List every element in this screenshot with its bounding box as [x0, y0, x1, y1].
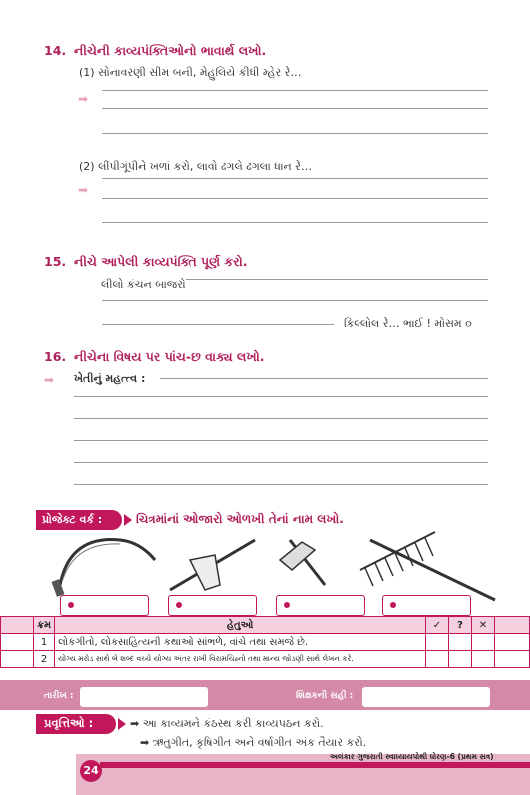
hoe-icon: [170, 540, 255, 590]
col-no-header: ક્રમ: [34, 617, 55, 634]
cross-cell[interactable]: [472, 651, 495, 668]
tools-illustration: [40, 530, 510, 605]
teacher-sign-label: શિક્ષકની સહી :: [296, 691, 354, 701]
spade-icon: [280, 540, 325, 585]
answer-line[interactable]: [102, 178, 488, 179]
tool-name-field[interactable]: [382, 595, 471, 616]
activity-item-2: ➡ ઋતુગીત, કૃષિગીત અને વર્ષાગીત અંક તૈયાર કરો.: [140, 736, 367, 749]
date-field[interactable]: [80, 687, 208, 707]
q14-line1: (1) સોનાવરણી સીમ બની, મેહુલિયે કીધી મ્હેર રે…: [79, 66, 302, 79]
col-goal-header: હેતુઓ: [55, 617, 426, 634]
q16-number: 16.: [44, 349, 67, 364]
bullet-icon: [284, 602, 290, 608]
date-label: તારીખ :: [44, 691, 74, 701]
q15-number: 15.: [44, 254, 67, 269]
footer-stripe: [100, 762, 530, 768]
cross-cell[interactable]: [472, 634, 495, 651]
activity-label-badge: [36, 714, 116, 734]
answer-line[interactable]: [74, 396, 488, 397]
row-text: યોગ્ય મરોડ સાથે બે શબ્દ વચ્ચે યોગ્ય અંતર રાખી વિરામચિહ્નો તથા માન્ય જોડણી સાથે લેખન કરે.: [55, 651, 426, 668]
table-header-row: [1, 617, 530, 634]
page-number: 24: [80, 760, 102, 782]
answer-line[interactable]: [74, 418, 488, 419]
row-number: 1: [34, 634, 55, 651]
project-label-badge: [36, 510, 122, 530]
row-number: 2: [34, 651, 55, 668]
question-cell[interactable]: [449, 651, 472, 668]
answer-line[interactable]: [74, 484, 488, 485]
tool-name-field[interactable]: [168, 595, 257, 616]
bullet-icon: [176, 602, 182, 608]
answer-line[interactable]: [102, 324, 334, 325]
project-label: પ્રોજેક્ટ વર્ક :: [42, 513, 103, 526]
rake-icon: [360, 532, 495, 600]
q14-line2: (2) લીંપીગૂંપીને ખળાં કરો, લાવો ઢગલે ઢગલા ધાન રે…: [79, 160, 312, 173]
answer-line[interactable]: [102, 108, 488, 109]
question-mark-header: ?: [449, 617, 472, 634]
q14-number: 14.: [44, 43, 67, 58]
table-row: [1, 651, 530, 668]
q15-end-text: કિલ્લોલ રે… ભાઈ ! મોસમ ૦: [344, 317, 472, 330]
teacher-sign-field[interactable]: [362, 687, 490, 707]
bullet-icon: [390, 602, 396, 608]
bullet-icon: [68, 602, 74, 608]
check-cell[interactable]: [426, 651, 449, 668]
activity-label: પ્રવૃત્તિઓ :: [44, 716, 94, 730]
answer-line[interactable]: [102, 222, 488, 223]
answer-line[interactable]: [74, 440, 488, 441]
q15-start-text: લીલો કંચન બાજરો: [101, 278, 186, 291]
answer-line[interactable]: [74, 462, 488, 463]
row-text: લોકગીતો, લોકસાહિત્યની કથાઓ સાંભળે, વાંચે તથા સમજે છે.: [55, 634, 426, 651]
chevron-right-icon: [124, 514, 132, 526]
cross-mark-header: ✕: [472, 617, 495, 634]
q15-title: નીચે આપેલી કાવ્યપંક્તિ પૂર્ણ કરો.: [74, 254, 248, 269]
question-cell[interactable]: [449, 634, 472, 651]
answer-line[interactable]: [102, 300, 488, 301]
answer-line[interactable]: [102, 90, 488, 91]
answer-line[interactable]: [186, 279, 488, 280]
sickle-icon: [52, 540, 155, 597]
check-cell[interactable]: [426, 634, 449, 651]
q16-title: નીચેના વિષય પર પાંચ-છ વાક્ય લખો.: [74, 349, 265, 364]
activity-item-1: ➡ આ કાવ્યમને કંઠસ્થ કરી કાવ્યપઠન કરો.: [130, 717, 324, 730]
table-row: [1, 634, 530, 651]
arrow-icon: ➡: [78, 183, 89, 197]
objectives-table: [0, 616, 530, 668]
book-title: અલંકાર ગુજરાતી સ્વાધ્યાયપોથી ધોરણ-6 (પ્રથમ સત્ર): [330, 752, 494, 761]
check-mark-header: ✓: [426, 617, 449, 634]
chevron-right-icon: [118, 718, 126, 730]
q14-title: નીચેની કાવ્યપંક્તિઓનો ભાવાર્થ લખો.: [74, 43, 267, 58]
answer-line[interactable]: [160, 378, 488, 379]
arrow-icon: ➡: [78, 92, 89, 106]
answer-line[interactable]: [102, 133, 488, 134]
answer-line[interactable]: [102, 198, 488, 199]
tool-name-field[interactable]: [276, 595, 365, 616]
arrow-icon: ➡: [44, 373, 55, 387]
tool-name-field[interactable]: [60, 595, 149, 616]
q16-topic: ખેતીનું મહત્ત્વ :: [74, 372, 146, 385]
project-title: ચિત્રમાંનાં ઓજારો ઓળખી તેનાં નામ લખો.: [136, 512, 344, 526]
